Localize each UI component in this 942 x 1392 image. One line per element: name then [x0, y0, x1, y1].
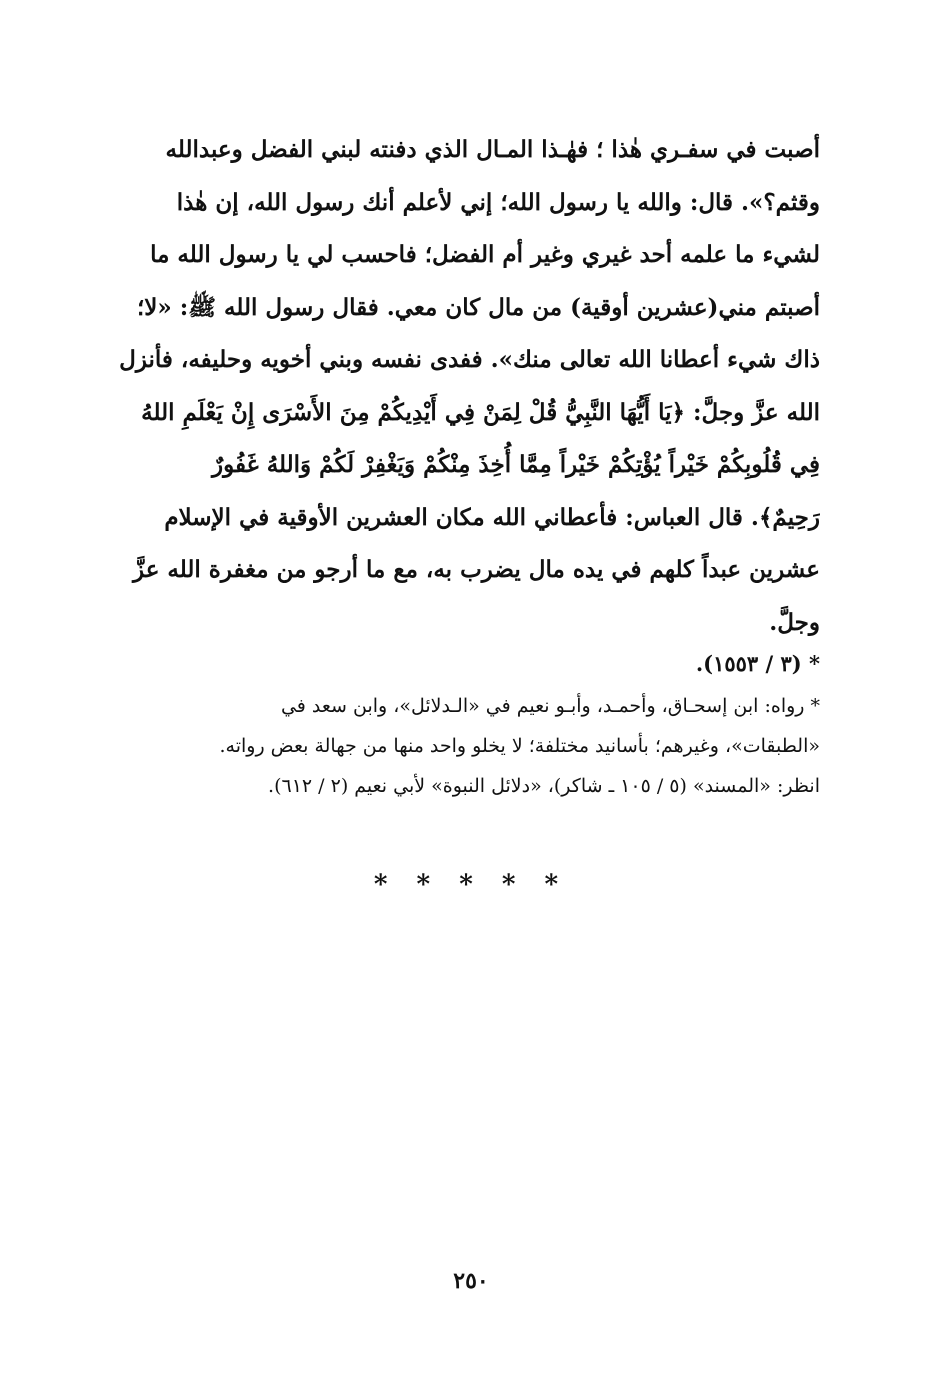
text-line: ذاك شيء أعطانا الله تعالى منك». ففدى نفسه وبني أخويه وحليفه، فأنزل — [119, 346, 820, 373]
text-line: الله عزَّ وجلَّ: ﴿يَا أَيُّهَا النَّبِيُّ قُلْ لِمَنْ فِي أَيْدِيكُمْ مِنَ الأَسْرَى إِنْ يَعْلَمِ اللهُ — [141, 398, 820, 426]
main-text — [92, 124, 820, 649]
page-number: ٢٥٠ — [453, 1268, 489, 1294]
footnote-line: انظر: «المسند» (٥ / ١٠٥ ـ شاكر)، «دلائل النبوة» لأبي نعيم (٢ / ٦١٢). — [268, 775, 820, 797]
footnote-line: «الطبقات»، وغيرهم؛ بأسانيد مختلفة؛ لا يخلو واحد منها من جهالة بعض رواته. — [219, 735, 820, 757]
section-separator: * * * * * — [373, 870, 569, 900]
text-line: لشيء ما علمه أحد غيري وغير أم الفضل؛ فاحسب لي يا رسول الله ما — [150, 241, 820, 268]
text-line: أصبتم مني(عشرين أوقية) من مال كان معي. فقال رسول الله ﷺ: «لا؛ — [136, 293, 820, 321]
text-line: عشرين عبداً كلهم في يده مال يضرب به، مع ما أرجو من مغفرة الله عزَّ — [133, 556, 820, 583]
text-line: رَحِيمٌ﴾. قال العباس: فأعطاني الله مكان العشرين الأوقية في الإسلام — [164, 503, 820, 531]
text-line: وجلَّ. — [769, 608, 820, 636]
text-line: فِي قُلُوبِكُمْ خَيْراً يُؤْتِكُمْ خَيْراً مِمَّا أُخِذَ مِنْكُمْ وَيَغْفِرْ لَكُمْ وَاللهُ غَفُورٌ — [212, 451, 820, 478]
text-line: أصبت في سفـري هٰذا ؛ فهٰـذا المـال الذي دفنته لبني الفضل وعبدالله — [165, 136, 820, 163]
text-line: وقثم؟». قال: والله يا رسول الله؛ إني لأعلم أنك رسول الله، إن هٰذا — [176, 188, 820, 216]
footnotes — [92, 642, 820, 806]
footnote-line: * رواه: ابن إسحـاق، وأحمـد، وأبـو نعيم في «الـدلائل»، وابن سعد في — [280, 695, 820, 717]
footnote-reference: * (٣ / ١٥٥٣). — [695, 651, 820, 676]
